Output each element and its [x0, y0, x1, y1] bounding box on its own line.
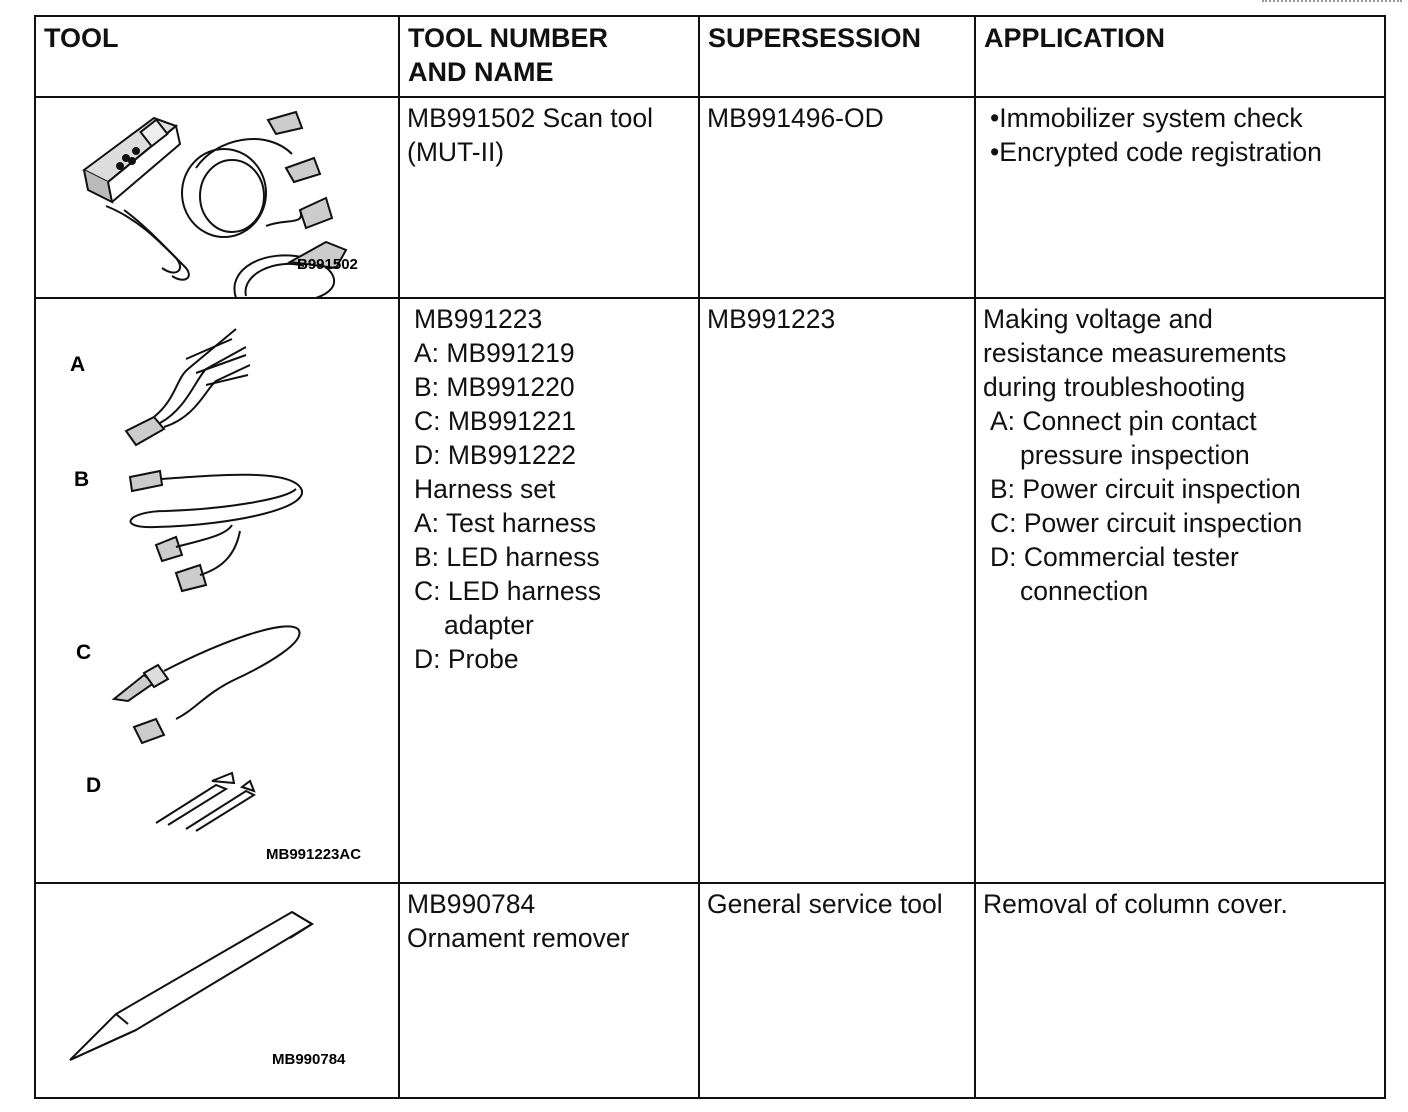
scan-tool-illustration [36, 98, 400, 299]
supersession-cell [699, 97, 975, 298]
supersession-value: General service tool [707, 889, 943, 919]
application-line: •Immobilizer system check [990, 103, 1303, 133]
tool-image-cell [35, 883, 399, 1098]
tool-number-line: A: Test harness [414, 508, 597, 538]
image-code-b991502: B991502 [297, 256, 358, 273]
tool-number-cell [399, 883, 699, 1098]
application-cell [975, 883, 1385, 1098]
application-cell [975, 97, 1385, 298]
tool-number-line: (MUT-II) [407, 137, 505, 167]
application-line: pressure inspection [1020, 440, 1250, 470]
tool-number-line: MB991502 Scan tool [407, 103, 654, 133]
supersession-cell [699, 298, 975, 883]
harness-set-illustration [36, 299, 400, 884]
tool-number-line: D: Probe [414, 644, 519, 674]
application-line: D: Commercial tester [990, 542, 1239, 572]
header-tool-number-line2: AND NAME [408, 57, 554, 87]
header-tool: TOOL [35, 16, 399, 97]
tool-number-line: MB991223 [414, 304, 543, 334]
image-code-mb990784: MB990784 [272, 1051, 346, 1068]
tool-number-cell [399, 298, 699, 883]
part-label-d: D [86, 774, 102, 797]
tool-number-line: B: LED harness [414, 542, 600, 572]
part-label-a: A [70, 353, 86, 376]
tool-number-line: C: LED harness [414, 576, 602, 606]
application-cell [975, 298, 1385, 883]
table-row [35, 298, 1385, 883]
application-line: •Encrypted code registration [990, 137, 1322, 167]
table-row [35, 883, 1385, 1098]
application-line: Making voltage and [983, 304, 1213, 334]
header-tool-number-line1: TOOL NUMBER [408, 23, 609, 53]
special-tools-table [34, 15, 1386, 1099]
tool-image-cell [35, 298, 399, 883]
part-label-c: C [76, 641, 92, 664]
harness-drawings [114, 329, 302, 831]
tool-number-line: Ornament remover [407, 923, 630, 953]
supersession-value: MB991496-OD [707, 103, 884, 133]
tool-number-line: B: MB991220 [414, 372, 575, 402]
ornament-remover-illustration [36, 884, 400, 1099]
header-supersession: SUPERSESSION [699, 16, 975, 97]
image-code-mb991223ac: MB991223AC [266, 846, 362, 863]
tool-number-line: D: MB991222 [414, 440, 577, 470]
header-tool-number [399, 16, 699, 97]
tool-number-line: C: MB991221 [414, 406, 577, 436]
application-line: B: Power circuit inspection [990, 474, 1301, 504]
table-row [35, 97, 1385, 298]
supersession-value: MB991223 [707, 304, 836, 334]
tool-number-line: Harness set [414, 474, 556, 504]
table-header-row [35, 16, 1385, 97]
application-line: C: Power circuit inspection [990, 508, 1303, 538]
tool-number-line: MB990784 [407, 889, 536, 919]
part-label-b: B [74, 468, 90, 491]
application-line: connection [1020, 576, 1149, 606]
supersession-cell [699, 883, 975, 1098]
tool-number-cell [399, 97, 699, 298]
application-line: A: Connect pin contact [990, 406, 1257, 436]
tool-number-line: A: MB991219 [414, 338, 575, 368]
tool-number-line: adapter [444, 610, 534, 640]
tool-image-cell [35, 97, 399, 298]
header-application: APPLICATION [975, 16, 1385, 97]
application-line: during troubleshooting [983, 372, 1246, 402]
application-line: Removal of column cover. [983, 889, 1288, 919]
application-line: resistance measurements [983, 338, 1287, 368]
page-corner-mark [1262, 0, 1402, 6]
